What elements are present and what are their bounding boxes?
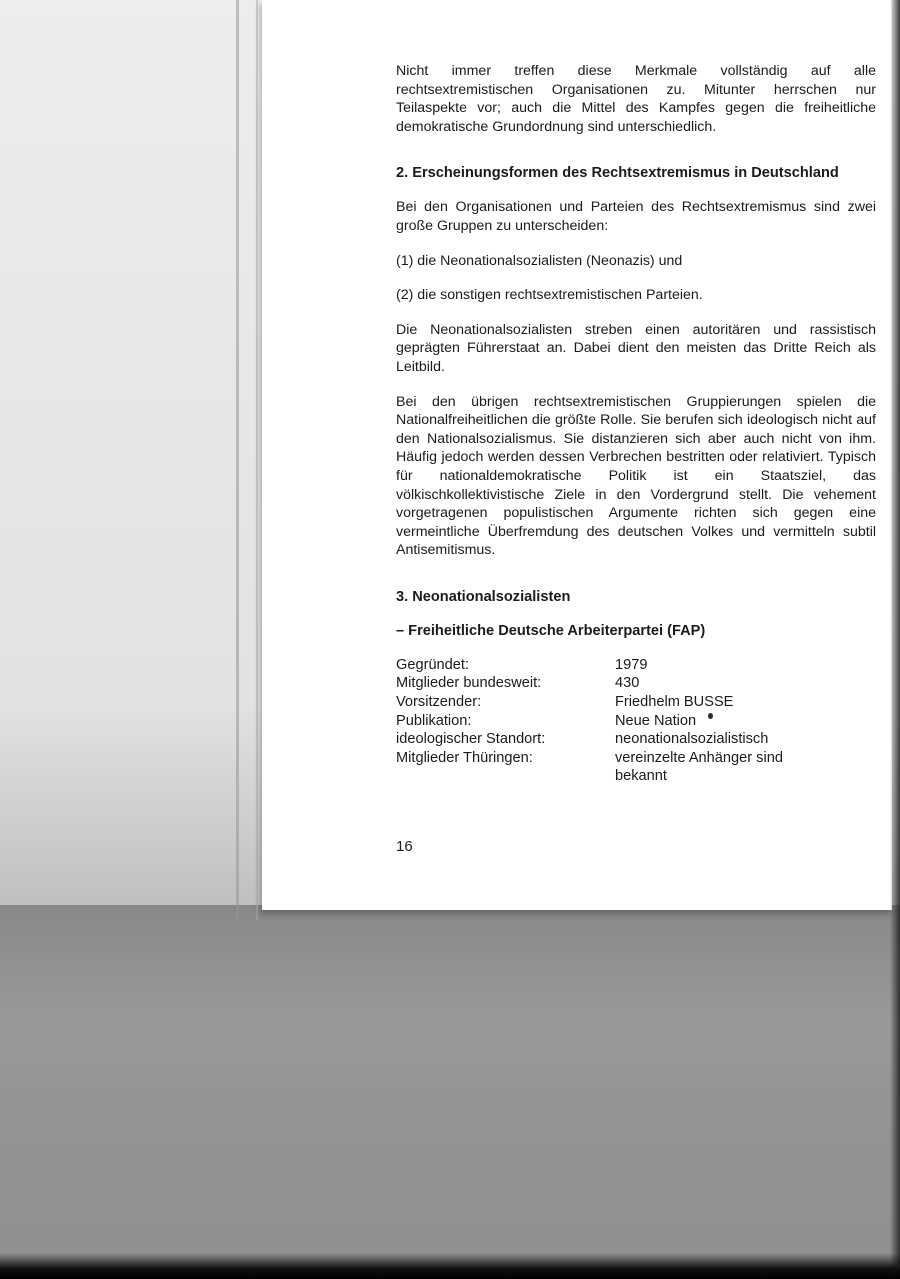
fact-value: vereinzelte Anhänger sind bekannt	[615, 749, 783, 785]
section-2-intro: Bei den Organisationen und Parteien des Rechtsextremismus sind zwei große Gruppen zu unterscheiden:	[396, 199, 876, 234]
fact-value: Neue Nation	[615, 712, 697, 729]
intro-paragraph: Nicht immer treffen diese Merkmale vollständig auf alle rechtsextremistischen Organisationen zu. Mitunter herrschen nur Teilaspekte vor; auch die Mittel des Kampfes gegen die freiheitliche demokratische Grundordnung sind unterschiedlich.	[396, 63, 876, 135]
document-page	[262, 0, 892, 910]
fact-label: Gegründet:	[396, 656, 470, 673]
fact-label: ideologischer Standort:	[396, 731, 546, 748]
fact-value: 1979	[615, 656, 648, 673]
book-spine-edge	[236, 0, 239, 920]
fact-label: Vorsitzender:	[396, 694, 482, 711]
fact-label: Mitglieder Thüringen:	[396, 749, 533, 766]
scan-shadow	[0, 905, 900, 1255]
fact-label: Publikation:	[396, 712, 472, 729]
section-2-heading: 2. Erscheinungsformen des Rechtsextremismus in Deutschland	[396, 165, 839, 182]
book-spine-edge-inner	[256, 0, 258, 920]
fact-value: Friedhelm BUSSE	[615, 694, 734, 711]
section-3-heading: 3. Neonationalsozialisten	[396, 588, 571, 605]
page-number: 16	[396, 838, 413, 855]
fact-label: Mitglieder bundesweit:	[396, 675, 542, 692]
fact-value: 430	[615, 675, 640, 692]
section-2-paragraph-2: Bei den übrigen rechtsextremistischen Gruppierungen spielen die Nationalfreiheitlichen die größte Rolle. Sie berufen sich ideologisch nicht auf den Nationalsozialismus. Sie distanzieren sich aber auch nicht von ihm. Häufig jedoch werden dessen Verbrechen bestritten oder relativiert. Typisch für nationaldemokratische Politik ist ein Staatsziel, das völkischkollektivistische Ziele in den Vordergrund stellt. Die vehement vorgetragenen populistischen Argumente richten sich gegen eine vermeintliche Überfremdung des deutschen Volkes und vermitteln subtil Antisemitismus.	[396, 393, 876, 559]
section-2-item-1: (1) die Neonationalsozialisten (Neonazis) und	[396, 252, 683, 269]
fap-facts-table	[396, 656, 876, 786]
scan-edge-right	[890, 0, 900, 1279]
fap-heading: – Freiheitliche Deutsche Arbeiterpartei (FAP)	[396, 622, 706, 639]
section-2-item-2: (2) die sonstigen rechtsextremistischen Parteien.	[396, 287, 703, 304]
page-content	[396, 62, 876, 786]
scan-edge-bottom	[0, 1253, 900, 1279]
section-2-paragraph-1: Die Neonationalsozialisten streben einen autoritären und rassistisch geprägten Führerstaat an. Dabei dient den meisten das Dritte Reich als Leitbild.	[396, 321, 876, 375]
fact-value: neonationalsozialistisch	[615, 731, 769, 748]
ink-speck	[708, 713, 713, 719]
